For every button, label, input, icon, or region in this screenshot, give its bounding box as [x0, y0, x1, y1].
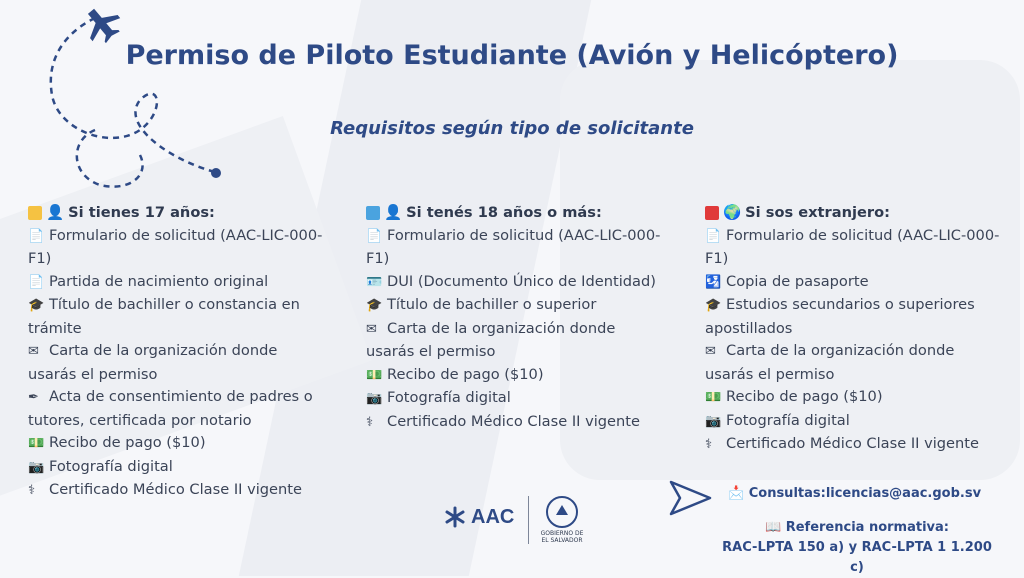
envelope-icon: ✉ [28, 344, 39, 359]
reference-block [722, 518, 992, 578]
seal-emblem-icon [546, 496, 578, 528]
aac-logo-icon [443, 505, 467, 529]
reference-title: Referencia normativa: [785, 520, 949, 535]
camera-icon: 📷 [705, 413, 722, 429]
aac-logo-text: AAC [471, 505, 515, 528]
contact-line [728, 486, 981, 501]
money-icon: 💵 [705, 390, 722, 405]
passport-icon: 🛂 [705, 274, 722, 290]
list-item: 📄 Formulario de solicitud (AAC-LIC-000-F1) [366, 226, 661, 267]
list-item: 🎓 Título de bachiller o constancia en trámite [28, 296, 300, 337]
page-subtitle: Requisitos según tipo de solicitante [330, 118, 694, 139]
id-card-icon: 🪪 [366, 274, 383, 290]
list-item: 💵 Recibo de pago ($10) [28, 432, 328, 456]
send-arrow-icon [668, 478, 714, 518]
list-item: ✉ Carta de la organización donde usarás el permiso [28, 342, 278, 383]
document-icon: 📄 [28, 228, 45, 244]
camera-icon: 📷 [366, 391, 383, 406]
money-icon: 💵 [28, 436, 45, 451]
column-heading-text: Si tienes 17 años: [68, 204, 215, 221]
reference-text: RAC-LPTA 150 a) y RAC-LPTA 1 1.200 c) [722, 540, 992, 575]
list-item: 🎓 Título de bachiller o superior [366, 294, 666, 318]
contact-email[interactable]: Consultas:licencias@aac.gob.sv [748, 486, 982, 501]
camera-icon: 📷 [28, 459, 45, 475]
list-item: ✉ Carta de la organización donde usarás el permiso [705, 342, 955, 383]
list-item: ⚕ Certificado Médico Clase II vigente [705, 433, 1005, 457]
column-heading [705, 202, 1005, 225]
requirements-column-17 [28, 202, 328, 503]
list-item: 📄 Formulario de solicitud (AAC-LIC-000-F1) [28, 226, 323, 267]
list-item: 🛂 Copia de pasaporte [705, 271, 1005, 295]
list-item: 📄 Formulario de solicitud (AAC-LIC-000-F1) [705, 226, 1000, 267]
column-heading-text: Si sos extranjero: [745, 204, 890, 221]
book-icon: 📖 [765, 520, 782, 535]
list-item: 🪪 DUI (Documento Único de Identidad) [366, 271, 666, 295]
list-item: ✒ Acta de consentimiento de padres o tutores, certificada por notario [28, 388, 313, 429]
column-heading [28, 202, 328, 225]
mail-icon: 📩 [728, 486, 745, 501]
graduation-cap-icon: 🎓 [366, 298, 383, 313]
document-icon: 📄 [705, 228, 722, 244]
stethoscope-icon: ⚕ [366, 414, 374, 430]
aac-logo [443, 505, 514, 529]
requirements-column-18 [366, 202, 666, 434]
list-item: ⚕ Certificado Médico Clase II vigente [366, 411, 666, 435]
graduation-cap-icon: 🎓 [28, 298, 45, 313]
globe-icon: 🌍 [723, 204, 742, 221]
envelope-icon: ✉ [366, 321, 377, 337]
person-icon: 👤 [384, 204, 403, 221]
pen-icon: ✒ [28, 390, 39, 405]
list-item: 💵 Recibo de pago ($10) [705, 386, 1005, 410]
document-icon: 📄 [366, 228, 383, 244]
flight-path-decoration [0, 0, 260, 200]
yellow-square-icon [28, 206, 42, 220]
stethoscope-icon: ⚕ [28, 483, 36, 498]
list-item: ✉ Carta de la organización donde usarás el permiso [366, 319, 616, 360]
envelope-icon: ✉ [705, 344, 716, 359]
requirements-column-foreign [705, 202, 1005, 457]
seal-text: GOBIERNO DE EL SALVADOR [540, 530, 584, 544]
column-heading [366, 202, 666, 225]
person-icon: 👤 [46, 204, 65, 221]
red-square-icon [705, 206, 719, 220]
stethoscope-icon: ⚕ [705, 437, 713, 452]
blue-square-icon [366, 206, 380, 220]
page-title: Permiso de Piloto Estudiante (Avión y Helicóptero) [125, 40, 899, 71]
list-item: 📷 Fotografía digital [28, 456, 328, 480]
list-item: 📷 Fotografía digital [366, 387, 666, 411]
logo-divider [528, 496, 529, 544]
column-heading-text: Si tenés 18 años o más: [406, 204, 602, 221]
list-item: 💵 Recibo de pago ($10) [366, 364, 666, 388]
list-item: 📄 Partida de nacimiento original [28, 271, 328, 295]
graduation-cap-icon: 🎓 [705, 298, 722, 313]
document-icon: 📄 [28, 274, 45, 290]
list-item: 🎓 Estudios secundarios o superiores apostillados [705, 296, 975, 337]
list-item: 📷 Fotografía digital [705, 410, 1005, 434]
money-icon: 💵 [366, 367, 383, 383]
list-item: ⚕ Certificado Médico Clase II vigente [28, 479, 328, 503]
government-seal [540, 496, 584, 544]
